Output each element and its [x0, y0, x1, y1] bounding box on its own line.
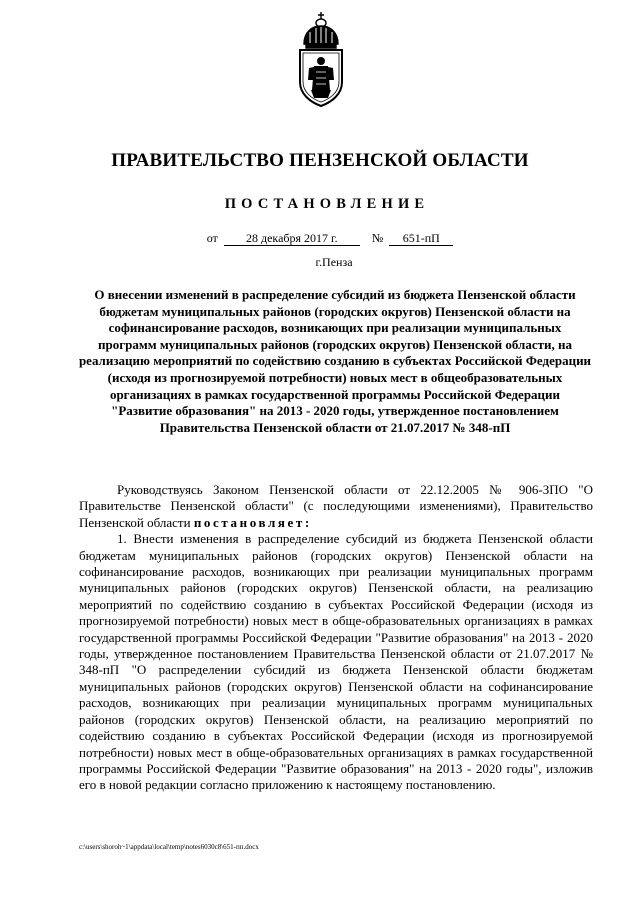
document-number: 651-пП — [389, 231, 453, 246]
number-sign: № — [371, 231, 384, 245]
document-type: ПОСТАНОВЛЕНИЕ — [224, 196, 430, 212]
footer-file-path: c:\users\shoroh~1\appdata\local\temp\notes6030c8\651-пп.docx — [79, 843, 259, 851]
resolves-word: постановляет: — [193, 514, 312, 530]
preamble-text: Руководствуясь Законом Пензенской области от 22.12.2005 № 906-ЗПО "О Правительстве Пензенской области" (с последующими изменениями), Правительство Пензенской области — [79, 482, 593, 530]
city: г.Пенза — [315, 255, 353, 269]
coat-of-arms-icon — [292, 10, 350, 110]
date-prefix: от — [206, 231, 218, 245]
government-title: ПРАВИТЕЛЬСТВО ПЕНЗЕНСКОЙ ОБЛАСТИ — [111, 150, 529, 171]
date-line — [0, 231, 640, 246]
document-date: 28 декабря 2017 г. — [224, 231, 360, 246]
preamble-paragraph — [79, 482, 593, 531]
clause-1-paragraph: 1. Внести изменения в распределение субсидий из бюджета Пензенской области бюджетам муниципальных районов (городских округов) Пензенской области на софинансирование расходов, возникающих при реализации муниципальных программ муниципальных районов (городских округов) Пензенской области, на реализацию мероприятий по содействию созданию в субъектах Российской Федерации (исходя из прогнозируемой потребности) новых мест в обще-образовательных организациях в рамках государственной программы Российской Федерации "Развитие образования" на 2013 - 2020 годы, утвержденное постановлением Правительства Пензенской области от 21.07.2017 № 348-пП "О распределении субсидий из бюджета Пензенской области бюджетам муниципальных районов (городских округов) Пензенской области на софинансирование расходов, возникающих при реализации муниципальных программ муниципальных районов (городских округов) Пензенской области, на реализацию мероприятий по содействию созданию в субъектах Российской Федерации (исходя из прогнозируемой потребности) новых мест в обще-образовательных организациях в рамках государственной программы Российской Федерации "Развитие образования" на 2013 - 2020 годы", изложив его в новой редакции согласно приложению к настоящему постановлению. — [79, 531, 593, 793]
document-subject: О внесении изменений в распределение субсидий из бюджета Пензенской области бюджетам муниципальных районов (городских округов) Пензенской области на софинансирование расходов, возникающих при реализации муниципальных программ муниципальных районов (городских округов) Пензенской области, на реализацию мероприятий по содействию созданию в субъектах Российской Федерации (исходя из прогнозируемой потребности) новых мест в общеобразовательных организациях в рамках государственной программы Российской Федерации "Развитие образования" на 2013 - 2020 годы, утвержденное постановлением Правительства Пензенской области от 21.07.2017 № 348-пП — [78, 287, 592, 435]
document-body — [79, 482, 593, 794]
